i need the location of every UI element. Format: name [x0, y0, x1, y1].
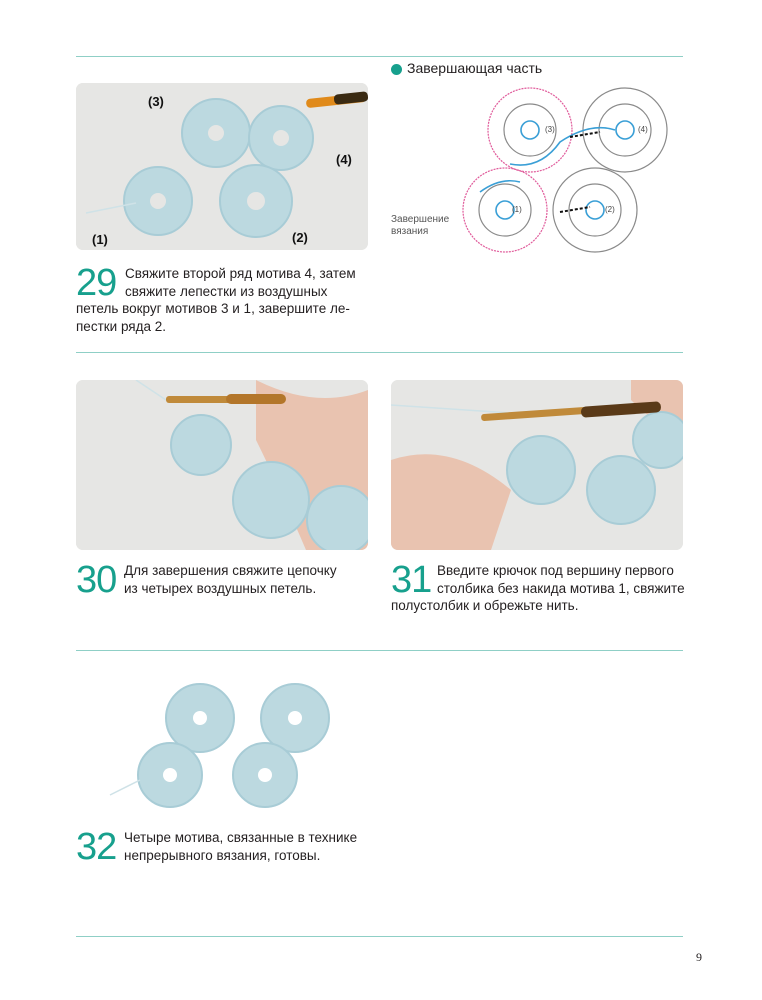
- diagram-label-1: (1): [512, 205, 522, 214]
- step-29-text-cont: [76, 300, 350, 335]
- crochet-diagram: [450, 82, 690, 262]
- step-29-line-4: пестки ряда 2.: [76, 318, 167, 334]
- step-30-text: [124, 562, 337, 597]
- step-31-photo: [391, 380, 683, 550]
- step-number-29: 29: [76, 262, 117, 304]
- diagram-label-4: (4): [638, 125, 648, 134]
- photo-label-motif-2: (2): [292, 230, 308, 245]
- step-32-line-1: Четыре мотива, связанные в технике: [124, 830, 358, 845]
- diagram-title: Завершающая часть: [407, 60, 543, 76]
- bullet-dot-icon: [391, 64, 402, 75]
- diagram-motif-2: [553, 168, 637, 252]
- step-31-text: [437, 562, 685, 597]
- step-32-text: [124, 829, 357, 864]
- step-29-line-2: свяжите лепестки из воздушных: [125, 283, 328, 299]
- step-29-text: [125, 265, 356, 300]
- crochet-photo-31: [391, 380, 683, 550]
- page-number: 9: [696, 950, 702, 964]
- photo-label-motif-1: (1): [92, 232, 108, 247]
- step-32-photo: [105, 680, 345, 810]
- step-30-line-1: Для завершения свяжите цепочку: [124, 563, 337, 578]
- bottom-rule: [76, 936, 683, 937]
- photo-label-motif-4: (4): [336, 152, 352, 167]
- step-29-line-1: Свяжите второй ряд мотива 4, затем: [125, 266, 356, 281]
- step-number-32: 32: [76, 826, 117, 868]
- step-31-text-cont: [391, 597, 578, 615]
- diagram-end-note: Завершение вязания: [391, 214, 450, 237]
- crochet-photo-30: [76, 380, 368, 550]
- photo-label-motif-3: (3): [148, 94, 164, 109]
- step-32-line-2: непрерывного вязания, готовы.: [124, 847, 321, 863]
- crochet-photo-29: [76, 83, 368, 250]
- top-rule: [76, 56, 683, 57]
- diagram-label-3: (3): [545, 125, 555, 134]
- step-31-line-2: столбика без накида мотива 1, свяжите: [437, 580, 685, 596]
- divider-rule-2: [76, 650, 683, 651]
- step-number-31: 31: [391, 559, 432, 601]
- step-29-photo: [76, 83, 368, 250]
- step-29-line-3: петель вокруг мотивов 3 и 1, завершите ле-: [76, 301, 350, 316]
- diagram-motif-3: [488, 88, 572, 172]
- diagram-label-2: (2): [605, 205, 615, 214]
- step-31-line-1: Введите крючок под вершину первого: [437, 563, 674, 578]
- step-31-line-3: полустолбик и обрежьте нить.: [391, 598, 579, 613]
- diagram-motif-4: [583, 88, 667, 172]
- divider-rule-1: [76, 352, 683, 353]
- step-number-30: 30: [76, 559, 117, 601]
- step-30-photo: [76, 380, 368, 550]
- step-30-line-2: из четырех воздушных петель.: [124, 580, 317, 596]
